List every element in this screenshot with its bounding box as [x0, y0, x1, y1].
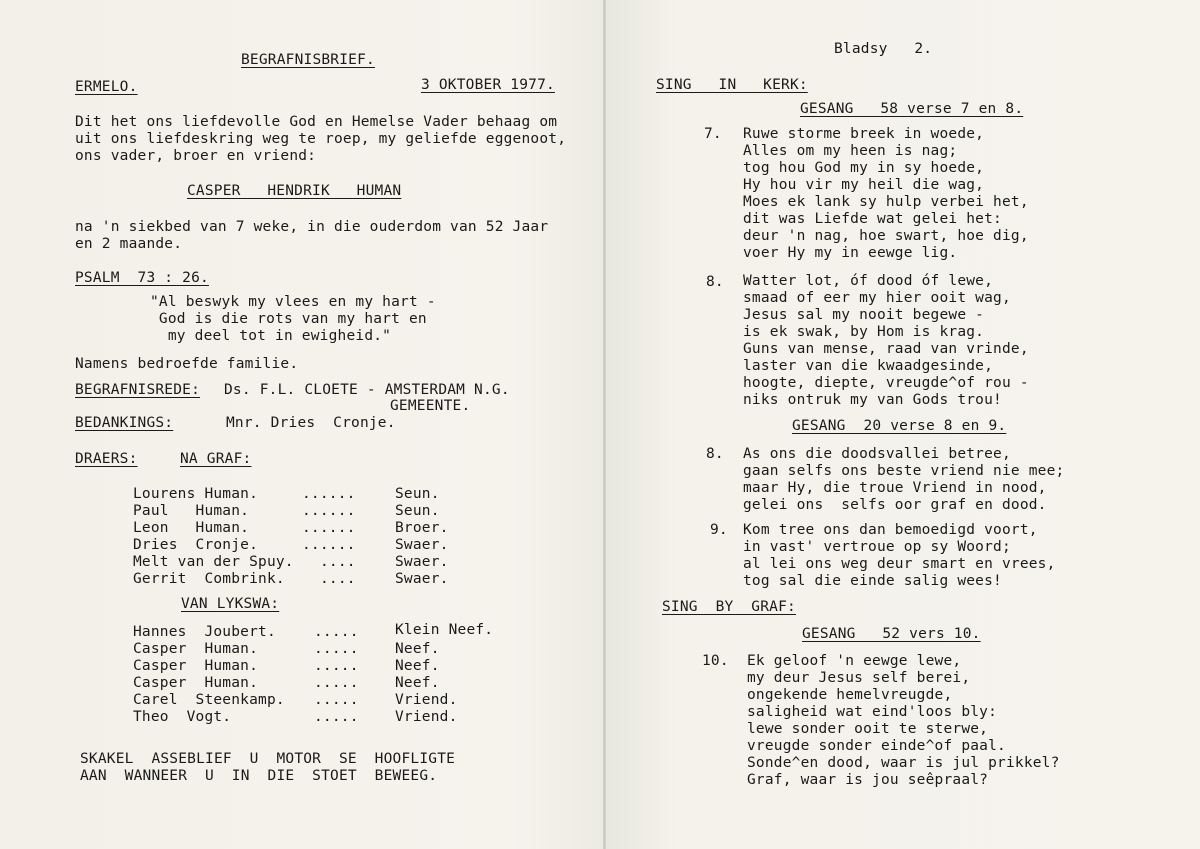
bearer-name: Theo Vogt.	[133, 709, 232, 725]
verse-line: Hy hou vir my heil die wag,	[743, 177, 985, 193]
bearer-name: Paul Human.	[133, 503, 250, 519]
bearer-dots: .....	[314, 658, 359, 674]
verse-line: in vast' vertroue op sy Woord;	[743, 539, 1011, 555]
intro-line: uit ons liefdeskring weg te roep, my geliefde eggenoot,	[75, 131, 567, 147]
bearer-dots: ....	[320, 571, 356, 587]
bearer-relation: Neef.	[395, 641, 440, 657]
verse-line: lewe sonder ooit te sterwe,	[747, 721, 989, 737]
intro-line: ons vader, broer en vriend:	[75, 148, 317, 164]
hymn-title: GESANG 58 verse 7 en 8.	[800, 101, 1024, 117]
bearer-relation: Swaer.	[395, 571, 449, 587]
verse-line: al lei ons weg deur smart en vrees,	[743, 556, 1056, 572]
bearer-dots: .....	[314, 675, 359, 691]
bearer-relation: Seun.	[395, 503, 440, 519]
verse-line: Guns van mense, raad van vrinde,	[743, 341, 1029, 357]
hearse-bearers-label: VAN LYKSWA:	[181, 596, 280, 612]
intro-line: Dit het ons liefdevolle God en Hemelse Vader behaag om	[75, 114, 558, 130]
bearer-name: Dries Cronje.	[133, 537, 259, 553]
verse-line: maar Hy, die troue Vriend in nood,	[743, 480, 1047, 496]
grave-bearers-label: NA GRAF:	[180, 451, 252, 467]
verse-line: saligheid wat eind'loos bly:	[747, 704, 998, 720]
bearer-name: Lourens Human.	[133, 486, 259, 502]
verse-line: laster van die kwaadgesinde,	[743, 358, 994, 374]
psalm-line: my deel tot in ewigheid."	[150, 328, 392, 344]
bearer-dots: ......	[302, 486, 356, 502]
headlights-notice: SKAKEL ASSEBLIEF U MOTOR SE HOOFLIGTE	[80, 751, 456, 767]
bearer-dots: ......	[302, 503, 356, 519]
illness-line: na 'n siekbed van 7 weke, in die ouderdom van 52 Jaar	[75, 219, 549, 235]
verse-line: voer Hy my in eewge lig.	[743, 245, 958, 261]
place: ERMELO.	[75, 79, 138, 95]
bearer-name: Gerrit Combrink.	[133, 571, 285, 587]
hymn-title: GESANG 52 vers 10.	[802, 626, 981, 642]
verse-line: Sonde^en dood, waar is jul prikkel?	[747, 755, 1060, 771]
verse-number: 8.	[706, 274, 724, 290]
verse-line: Graf, waar is jou seêpraal?	[747, 772, 989, 788]
church-heading: SING IN KERK:	[656, 77, 808, 93]
verse-line: dit was Liefde wat gelei het:	[743, 211, 1002, 227]
psalm-line: "Al beswyk my vlees en my hart -	[150, 294, 436, 310]
bearer-relation: Neef.	[395, 675, 440, 691]
verse-line: gelei ons selfs oor graf en dood.	[743, 497, 1047, 513]
bearer-name: Casper Human.	[133, 641, 259, 657]
family-line: Namens bedroefde familie.	[75, 356, 299, 372]
verse-line: Jesus sal my nooit begewe -	[743, 307, 985, 323]
verse-line: Moes ek lank sy hulp verbei het,	[743, 194, 1029, 210]
verse-number: 10.	[702, 653, 729, 669]
right-page	[606, 0, 1200, 849]
verse-line: As ons die doodsvallei betree,	[743, 446, 1011, 462]
bearer-relation: Swaer.	[395, 537, 449, 553]
verse-number: 8.	[706, 446, 724, 462]
verse-line: hoogte, diepte, vreugde^of rou -	[743, 375, 1029, 391]
bearer-name: Casper Human.	[133, 658, 259, 674]
bearer-relation: Klein Neef.	[395, 622, 494, 638]
verse-number: 9.	[710, 522, 728, 538]
thanks-label: BEDANKINGS:	[75, 415, 174, 431]
sermon-value: Ds. F.L. CLOETE - AMSTERDAM N.G.	[224, 382, 510, 398]
date: 3 OKTOBER 1977.	[421, 77, 555, 93]
bearer-relation: Vriend.	[395, 692, 458, 708]
bearer-relation: Neef.	[395, 658, 440, 674]
verse-line: Ruwe storme breek in woede,	[743, 126, 985, 142]
bearer-dots: .....	[314, 624, 359, 640]
bearer-name: Hannes Joubert.	[133, 624, 276, 640]
verse-line: my deur Jesus self berei,	[747, 670, 971, 686]
sermon-label: BEGRAFNISREDE:	[75, 382, 201, 398]
bearer-name: Melt van der Spuy.	[133, 554, 294, 570]
verse-line: niks ontruk my van Gods trou!	[743, 392, 1002, 408]
verse-line: Watter lot, óf dood óf lewe,	[743, 273, 994, 289]
bearer-name: Leon Human.	[133, 520, 250, 536]
bearer-dots: .....	[314, 709, 359, 725]
thanks-value: Mnr. Dries Cronje.	[226, 415, 396, 431]
bearer-dots: ....	[320, 554, 356, 570]
headlights-notice: AAN WANNEER U IN DIE STOET BEWEEG.	[80, 768, 438, 784]
verse-number: 7.	[704, 126, 722, 142]
deceased-name: CASPER HENDRIK HUMAN	[187, 183, 402, 199]
grave-heading: SING BY GRAF:	[662, 599, 796, 615]
hymn-title: GESANG 20 verse 8 en 9.	[792, 418, 1007, 434]
verse-line: smaad of eer my hier ooit wag,	[743, 290, 1011, 306]
psalm-line: God is die rots van my hart en	[150, 311, 427, 327]
verse-line: vreugde sonder einde^of paal.	[747, 738, 1006, 754]
verse-line: gaan selfs ons beste vriend nie mee;	[743, 463, 1065, 479]
verse-line: tog hou God my in sy hoede,	[743, 160, 985, 176]
psalm-reference: PSALM 73 : 26.	[75, 270, 209, 286]
letter-title: BEGRAFNISBRIEF.	[241, 52, 375, 68]
verse-line: deur 'n nag, hoe swart, hoe dig,	[743, 228, 1029, 244]
illness-line: en 2 maande.	[75, 236, 183, 252]
verse-line: is ek swak, by Hom is krag.	[743, 324, 985, 340]
bearers-label: DRAERS:	[75, 451, 138, 467]
bearer-dots: .....	[314, 641, 359, 657]
bearer-relation: Seun.	[395, 486, 440, 502]
bearer-dots: ......	[302, 520, 356, 536]
verse-line: ongekende hemelvreugde,	[747, 687, 953, 703]
bearer-relation: Vriend.	[395, 709, 458, 725]
verse-line: Alles om my heen is nag;	[743, 143, 958, 159]
bearer-dots: .....	[314, 692, 359, 708]
verse-line: Ek geloof 'n eewge lewe,	[747, 653, 962, 669]
bearer-relation: Swaer.	[395, 554, 449, 570]
sermon-value-2: GEMEENTE.	[390, 398, 471, 414]
verse-line: Kom tree ons dan bemoedigd voort,	[743, 522, 1038, 538]
bearer-relation: Broer.	[395, 520, 449, 536]
bearer-dots: ......	[302, 537, 356, 553]
page-number: Bladsy 2.	[834, 41, 933, 57]
bearer-name: Casper Human.	[133, 675, 259, 691]
bearer-name: Carel Steenkamp.	[133, 692, 285, 708]
verse-line: tog sal die einde salig wees!	[743, 573, 1002, 589]
